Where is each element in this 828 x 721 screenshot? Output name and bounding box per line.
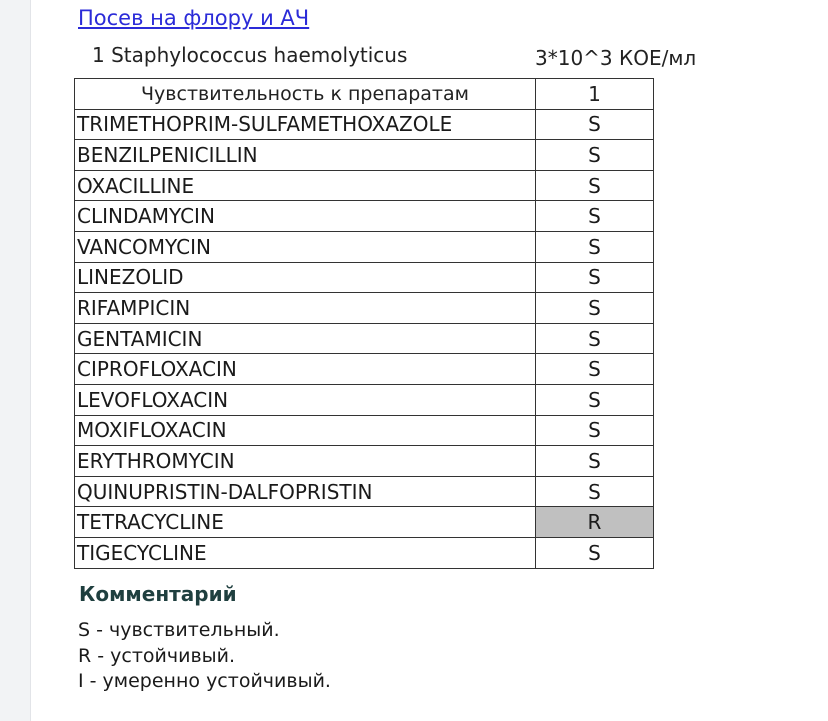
table-row — [75, 507, 654, 538]
table-row — [75, 384, 654, 415]
susceptibility-result: S — [536, 323, 654, 354]
susceptibility-result: S — [536, 537, 654, 568]
drug-name: ERYTHROMYCIN — [75, 446, 536, 477]
table-row — [75, 476, 654, 507]
table-row — [75, 537, 654, 568]
table-row — [75, 415, 654, 446]
drug-name: RIFAMPICIN — [75, 293, 536, 324]
legend-item-s: S - чувствительный. — [78, 619, 280, 641]
header-isolate: 1 — [536, 79, 654, 110]
legend-item-i: I - умеренно устойчивый. — [78, 670, 331, 692]
table-row — [75, 109, 654, 140]
susceptibility-result: S — [536, 170, 654, 201]
drug-name: LINEZOLID — [75, 262, 536, 293]
section-link[interactable]: Посев на флору и АЧ — [78, 6, 310, 30]
table-row — [75, 446, 654, 477]
legend-item-r: R - устойчивый. — [78, 644, 236, 667]
susceptibility-result: S — [536, 293, 654, 324]
table-row — [75, 293, 654, 324]
susceptibility-result: S — [536, 476, 654, 507]
susceptibility-result: S — [536, 262, 654, 293]
susceptibility-result: S — [536, 354, 654, 385]
legend — [78, 618, 331, 695]
drug-name: LEVOFLOXACIN — [75, 384, 536, 415]
colony-count: 3*10^3 КОЕ/мл — [535, 46, 697, 70]
table-row — [75, 323, 654, 354]
susceptibility-result: S — [536, 201, 654, 232]
susceptibility-result: R — [536, 507, 654, 538]
susceptibility-result: S — [536, 415, 654, 446]
table-row — [75, 231, 654, 262]
comment-title: Комментарий — [79, 582, 237, 606]
organism-name: 1 Staphylococcus haemolyticus — [92, 43, 408, 67]
susceptibility-result: S — [536, 140, 654, 171]
sensitivity-table — [74, 78, 654, 569]
drug-name: GENTAMICIN — [75, 323, 536, 354]
table-header-row — [75, 79, 654, 110]
header-drug: Чувствительность к препаратам — [75, 79, 536, 110]
susceptibility-result: S — [536, 384, 654, 415]
left-panel-edge — [0, 0, 31, 721]
drug-name: CIPROFLOXACIN — [75, 354, 536, 385]
susceptibility-result: S — [536, 231, 654, 262]
drug-name: TRIMETHOPRIM-SULFAMETHOXAZOLE — [75, 109, 536, 140]
susceptibility-result: S — [536, 446, 654, 477]
table-row — [75, 354, 654, 385]
drug-name: CLINDAMYCIN — [75, 201, 536, 232]
drug-name: BENZILPENICILLIN — [75, 140, 536, 171]
drug-name: TIGECYCLINE — [75, 537, 536, 568]
table-row — [75, 170, 654, 201]
table-body — [75, 109, 654, 568]
drug-name: TETRACYCLINE — [75, 507, 536, 538]
drug-name: VANCOMYCIN — [75, 231, 536, 262]
table-row — [75, 201, 654, 232]
table-row — [75, 262, 654, 293]
drug-name: MOXIFLOXACIN — [75, 415, 536, 446]
susceptibility-result: S — [536, 109, 654, 140]
drug-name: QUINUPRISTIN-DALFOPRISTIN — [75, 476, 536, 507]
drug-name: OXACILLINE — [75, 170, 536, 201]
table-row — [75, 140, 654, 171]
